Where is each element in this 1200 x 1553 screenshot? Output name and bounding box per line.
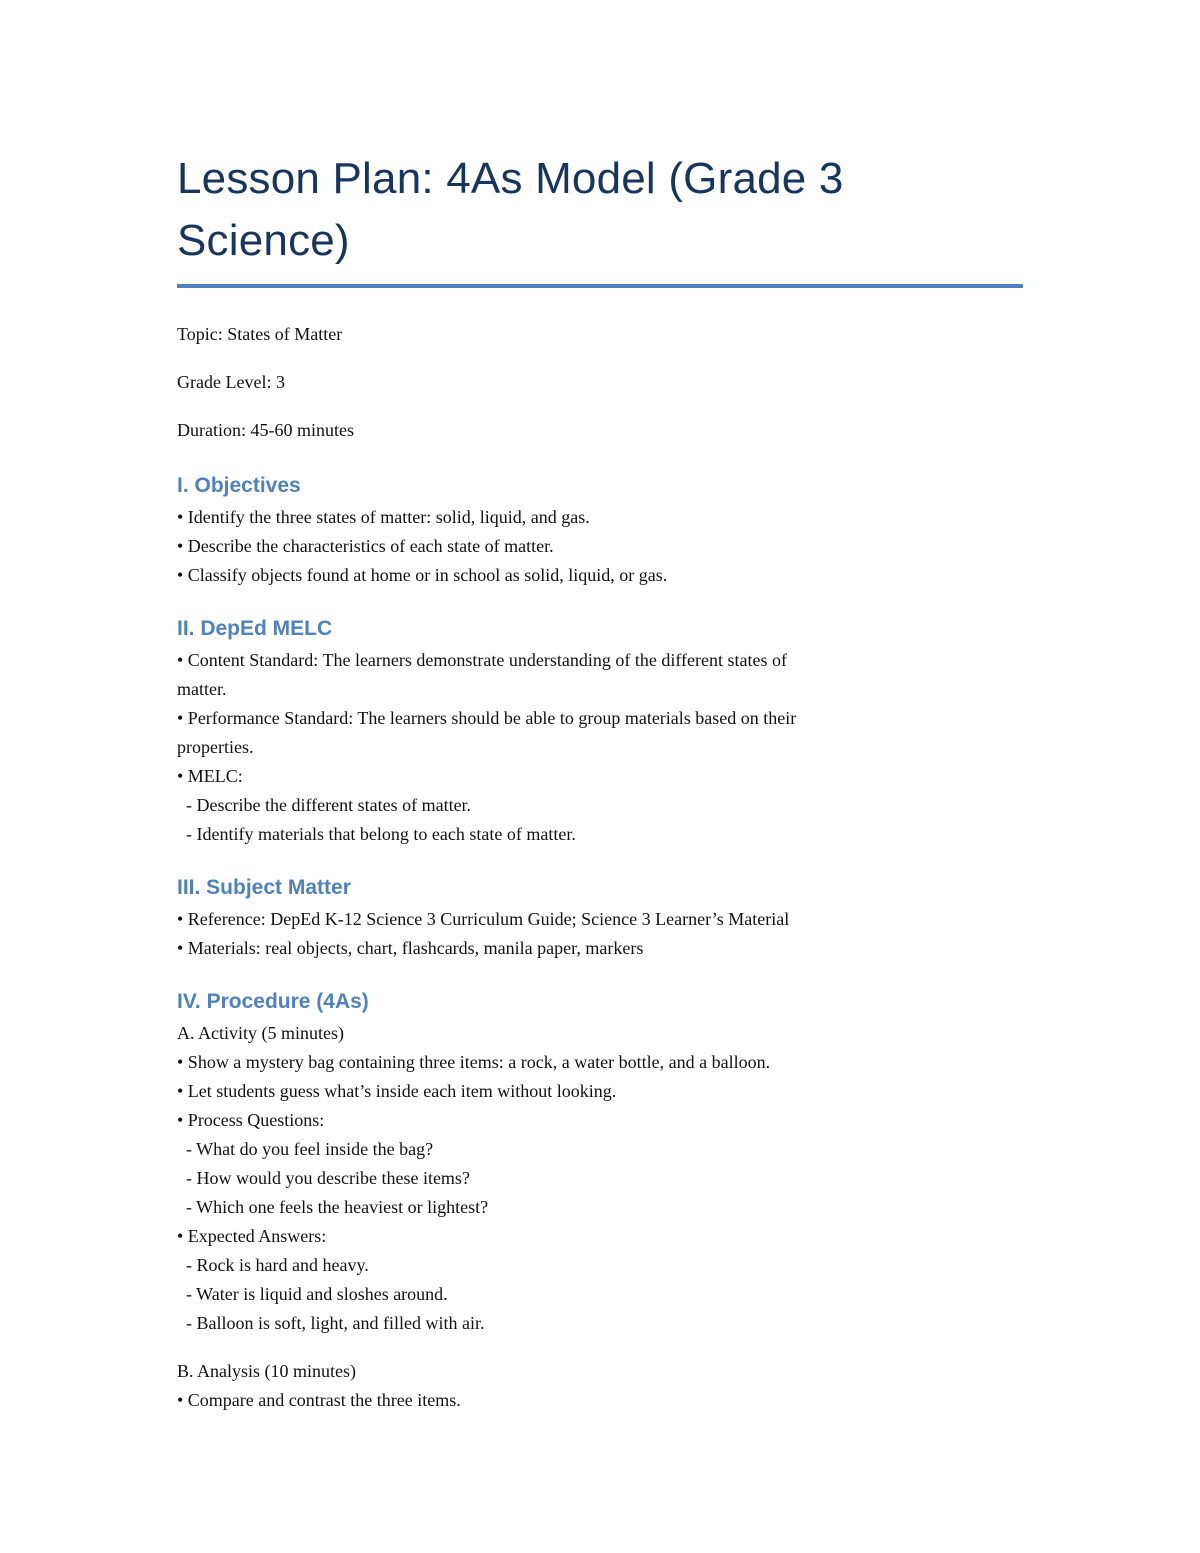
list-item: - Identify materials that belong to each state of matter. bbox=[177, 824, 576, 844]
section-heading: IV. Procedure (4As) bbox=[177, 990, 369, 1013]
document-content bbox=[177, 148, 1023, 1415]
list-item: matter. bbox=[177, 679, 227, 699]
list-item: • Materials: real objects, chart, flashcards, manila paper, markers bbox=[177, 938, 644, 958]
title-underline-rule bbox=[177, 284, 1023, 288]
list-item: - Rock is hard and heavy. bbox=[177, 1255, 369, 1275]
list-item: • Performance Standard: The learners should be able to group materials based on their bbox=[177, 708, 797, 728]
section-deped-melc bbox=[177, 615, 1023, 849]
subsection-analysis bbox=[177, 1357, 1023, 1415]
section-heading: II. DepEd MELC bbox=[177, 617, 333, 640]
list-item: • Describe the characteristics of each state of matter. bbox=[177, 536, 554, 556]
list-item: - Water is liquid and sloshes around. bbox=[177, 1284, 448, 1304]
subsection-label: A. Activity (5 minutes) bbox=[177, 1023, 344, 1043]
topic-line: Topic: States of Matter bbox=[177, 324, 343, 344]
list-item: • Expected Answers: bbox=[177, 1226, 327, 1246]
section-procedure bbox=[177, 988, 1023, 1415]
list-item: • Classify objects found at home or in school as solid, liquid, or gas. bbox=[177, 565, 668, 585]
list-item: • Let students guess what’s inside each item without looking. bbox=[177, 1081, 617, 1101]
section-body bbox=[177, 503, 1023, 590]
grade-level-line: Grade Level: 3 bbox=[177, 372, 285, 392]
list-item: • Compare and contrast the three items. bbox=[177, 1390, 461, 1410]
list-item: • Process Questions: bbox=[177, 1110, 325, 1130]
list-item: • Content Standard: The learners demonstrate understanding of the different states of bbox=[177, 650, 787, 670]
section-objectives bbox=[177, 472, 1023, 590]
list-item: - How would you describe these items? bbox=[177, 1168, 470, 1188]
duration-line: Duration: 45-60 minutes bbox=[177, 420, 354, 440]
list-item: - Which one feels the heaviest or lightest? bbox=[177, 1197, 489, 1217]
list-item: - Balloon is soft, light, and filled with air. bbox=[177, 1313, 485, 1333]
list-item: • Identify the three states of matter: solid, liquid, and gas. bbox=[177, 507, 590, 527]
list-item: • Reference: DepEd K-12 Science 3 Curriculum Guide; Science 3 Learner’s Material bbox=[177, 909, 790, 929]
list-item: - Describe the different states of matter. bbox=[177, 795, 472, 815]
section-body bbox=[177, 905, 1023, 963]
document-title: Lesson Plan: 4As Model (Grade 3 Science) bbox=[177, 154, 844, 265]
list-item: properties. bbox=[177, 737, 254, 757]
section-heading: III. Subject Matter bbox=[177, 876, 351, 899]
list-item: • Show a mystery bag containing three items: a rock, a water bottle, and a balloon. bbox=[177, 1052, 771, 1072]
section-subject-matter bbox=[177, 874, 1023, 963]
section-body bbox=[177, 646, 1023, 849]
list-item: • MELC: bbox=[177, 766, 243, 786]
subsection-label: B. Analysis (10 minutes) bbox=[177, 1361, 356, 1381]
section-heading: I. Objectives bbox=[177, 474, 301, 497]
section-body bbox=[177, 1019, 1023, 1338]
list-item: - What do you feel inside the bag? bbox=[177, 1139, 434, 1159]
